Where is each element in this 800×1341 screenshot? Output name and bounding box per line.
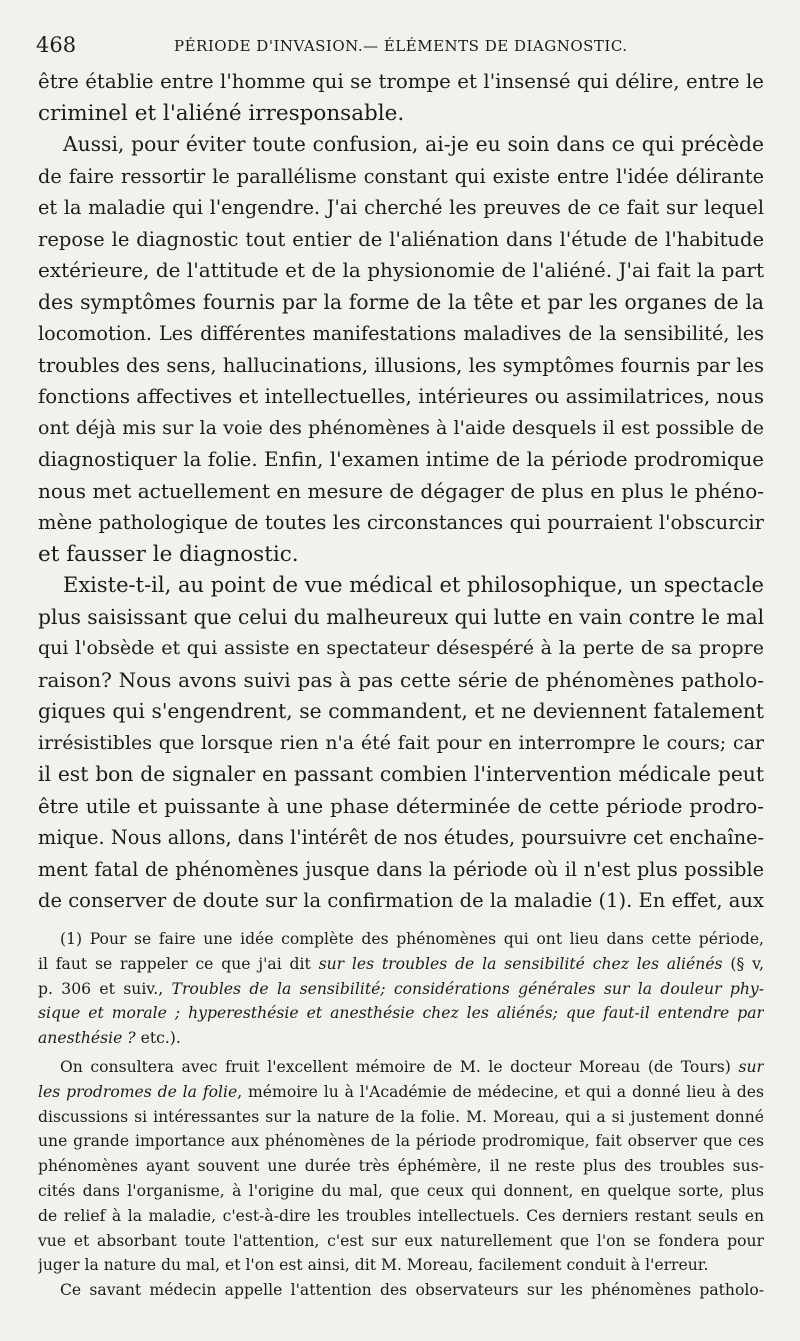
- text-line: Existe-t-il, au point de vue médical et philosophique, un spectacle: [63, 573, 764, 597]
- footnote-text: cités dans l'organisme, à l'origine du mal, que ceux qui donnent, en quelque sorte, plus: [38, 1181, 764, 1200]
- footnote-italic-text: sur les troubles de la sensibilité chez les aliénés: [318, 954, 723, 973]
- text-line: de conserver de doute sur la confirmation de la maladie (1). En effet, aux: [38, 889, 764, 912]
- footnote-text: (1) Pour se faire une idée complète des phénomènes qui ont lieu dans cette période,: [60, 930, 764, 948]
- footnote-line: [38, 1253, 764, 1278]
- footnote-text: vue et absorbant toute l'attention, c'est sur eux naturellement que l'on se fondera pour: [38, 1231, 764, 1250]
- text-line: qui l'obsède et qui assiste en spectateur désespéré à la perte de sa propre: [38, 637, 764, 659]
- text-line: criminel et l'aliéné irresponsable.: [38, 100, 405, 126]
- text-line: extérieure, de l'attitude et de la physionomie de l'aliéné. J'ai fait la part: [38, 258, 764, 282]
- footnote-line: [38, 1001, 764, 1026]
- text-line: plus saisissant que celui du malheureux qui lutte en vain contre le mal: [38, 604, 764, 629]
- running-header: [36, 33, 766, 59]
- text-line: des symptômes fournis par la forme de la tête et par les organes de la: [38, 289, 764, 314]
- footnote-italic-text: anesthésie ?: [38, 1029, 136, 1048]
- footnote-text: On consultera avec fruit l'excellent mémoire de M. le docteur Moreau (de Tours): [60, 1057, 739, 1076]
- footnote-line: [38, 1154, 764, 1179]
- text-line: de faire ressortir le parallélisme constant qui existe entre l'idée délirante: [38, 164, 764, 188]
- text-line: irrésistibles que lorsque rien n'a été fait pour en interrompre le cours; car: [38, 731, 764, 754]
- footnote-line: [38, 1179, 764, 1204]
- text-line: et la maladie qui l'engendre. J'ai cherché les preuves de ce fait sur lequel: [38, 196, 764, 219]
- text-line: diagnostiquer la folie. Enfin, l'examen intime de la période prodromique: [38, 448, 764, 471]
- footnote-line: [38, 927, 764, 952]
- footnote-line: [38, 1080, 764, 1105]
- text-line: nous met actuellement en mesure de dégager de plus en plus le phéno-: [38, 478, 764, 503]
- text-line: repose le diagnostic tout entier de l'aliénation dans l'étude de l'habitude: [38, 227, 764, 251]
- footnote-line: [38, 1278, 764, 1303]
- page-number: 468: [36, 33, 77, 57]
- footnote-line: [38, 977, 764, 1002]
- footnote-italic-text: sur: [738, 1057, 764, 1076]
- text-line: être établie entre l'homme qui se trompe et l'insensé qui délire, entre le: [38, 70, 764, 93]
- footnote-text: Ce savant médecin appelle l'attention des observateurs sur les phénomènes patholo-: [60, 1281, 764, 1300]
- footnote-line: [38, 1105, 764, 1130]
- text-line: giques qui s'engendrent, se commandent, et ne deviennent fatalement: [38, 699, 764, 723]
- footnote-italic-text: Troubles de la sensibilité; considérations générales sur la douleur phy-: [171, 979, 764, 998]
- footnote-text: etc.).: [135, 1029, 181, 1048]
- text-line: fonctions affectives et intellectuelles, intérieures ou assimilatrices, nous: [38, 385, 764, 408]
- footnote-line: [38, 1026, 764, 1051]
- footnote-line: [38, 1055, 764, 1080]
- text-line: mène pathologique de toutes les circonstances qui pourraient l'obscurcir: [38, 511, 764, 534]
- footnote-text: de relief à la maladie, c'est-à-dire les troubles intellectuels. Ces derniers restant seuls en: [38, 1206, 764, 1225]
- footnote-italic-text: les prodromes de la folie: [38, 1082, 238, 1101]
- footnote-text: , mémoire lu à l'Académie de médecine, et qui a donné lieu à des: [237, 1082, 764, 1101]
- text-line: mique. Nous allons, dans l'intérêt de nos études, poursuivre cet enchaîne-: [38, 826, 764, 849]
- footnote-text: juger la nature du mal, et l'on est ainsi, dit M. Moreau, facilement conduit à l'erreur.: [38, 1256, 709, 1275]
- text-line: troubles des sens, hallucinations, illusions, les symptômes fournis par les: [38, 353, 764, 377]
- footnote-text: phénomènes ayant souvent une durée très éphémère, il ne reste plus des troubles sus-: [38, 1157, 764, 1176]
- text-line: ont déjà mis sur la voie des phénomènes à l'aide desquels il est possible de: [38, 416, 764, 439]
- running-title: PÉRIODE D'INVASION.— ÉLÉMENTS DE DIAGNOSTIC.: [174, 37, 628, 55]
- footnote-line: [38, 1204, 764, 1229]
- footnote-text: une grande importance aux phénomènes de la période prodromique, fait observer que ces: [38, 1132, 764, 1151]
- text-line: raison? Nous avons suivi pas à pas cette série de phénomènes patholo-: [38, 667, 764, 692]
- main-text: [38, 66, 764, 917]
- footnote-text: il faut se rappeler ce que j'ai dit: [38, 954, 319, 973]
- footnote-text: (§ v,: [722, 954, 764, 973]
- footnotes: [38, 927, 764, 1303]
- footnote-italic-text: sique et morale ; hyperesthésie et anesthésie chez les aliénés; que faut-il entendre par: [38, 1004, 764, 1023]
- footnote-text: p. 306 et suiv.,: [38, 979, 172, 998]
- text-line: être utile et puissante à une phase déterminée de cette période prodro-: [38, 794, 764, 818]
- text-line: locomotion. Les différentes manifestations maladives de la sensibilité, les: [38, 322, 764, 345]
- footnote-line: [38, 952, 764, 977]
- footnote-line: [38, 1229, 764, 1254]
- text-line: et fausser le diagnostic.: [38, 541, 299, 567]
- footnote-text: discussions si intéressantes sur la nature de la folie. M. Moreau, qui a si justement donné: [38, 1107, 764, 1126]
- text-line: Aussi, pour éviter toute confusion, ai-je eu soin dans ce qui précède: [63, 132, 764, 156]
- text-line: il est bon de signaler en passant combien l'intervention médicale peut: [38, 762, 764, 786]
- text-line: ment fatal de phénomènes jusque dans la période où il n'est plus possible: [38, 857, 764, 881]
- footnote-line: [38, 1129, 764, 1154]
